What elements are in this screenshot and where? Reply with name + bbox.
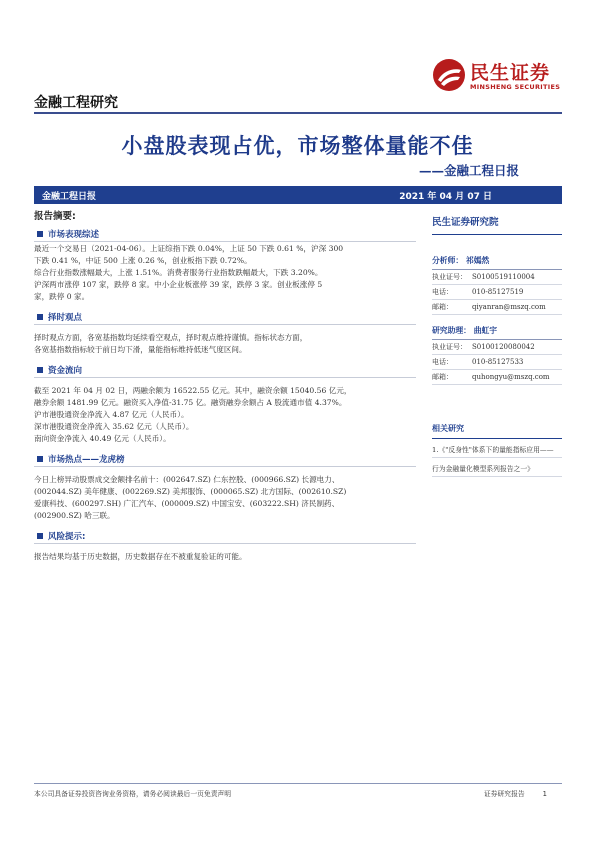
square-bullet-icon — [37, 314, 43, 320]
section-header — [34, 311, 416, 323]
row-key: 电话： — [432, 358, 453, 366]
abstract-heading: 报告摘要: — [34, 211, 76, 222]
footer-right — [484, 788, 547, 798]
row-value: 010-85127519 — [472, 288, 524, 296]
section-title: 市场表现综述 — [48, 230, 100, 240]
body-line: 爱康科技、(600297.SH) 广汇汽车、(000009.SZ) 中国宝安、(603222.SH) 济民制药、 — [34, 499, 340, 508]
square-bullet-icon — [37, 533, 43, 539]
footer-disclaimer: 本公司具备证券投资咨询业务资格，请务必阅读最后一页免责声明 — [34, 790, 232, 798]
body-line: 择时观点方面，各宽基指数均延续看空观点，择时观点维持谨慎。指标状态方面， — [34, 333, 308, 342]
section-body — [34, 474, 416, 522]
report-date: 2021 年 04 月 07 日 — [399, 192, 492, 202]
department-label: 金融工程研究 — [34, 95, 118, 111]
analyst-name: 分析师： 祁嫣然 — [432, 255, 562, 270]
analyst-email-link[interactable]: qiyanran@mszq.com — [472, 303, 546, 311]
section-fund-flow — [34, 364, 416, 445]
square-bullet-icon — [37, 367, 43, 373]
square-bullet-icon — [37, 231, 43, 237]
body-line: 综合行业指数涨幅最大，上涨 1.51%。消费者服务行业指数跌幅最大，下跌 3.20%。 — [34, 268, 323, 277]
section-body — [34, 385, 416, 445]
related-research-link[interactable]: 1.《"反身性"体系下的量能指标应用—— — [432, 443, 562, 458]
body-line: 截至 2021 年 04 月 02 日，两融余额为 16522.55 亿元。其中，融资余额 15040.56 亿元， — [34, 386, 352, 395]
row-key: 邮箱： — [432, 373, 453, 381]
body-line: 家，跌停 0 家。 — [34, 292, 90, 301]
report-title: 小盘股表现占优，市场整体量能不佳 — [121, 134, 474, 158]
body-line: (002044.SZ) 美年健康、(002269.SZ) 美邦服饰、(000065.SZ) 北方国际、(002610.SZ) — [34, 487, 347, 496]
report-subtitle: ——金融工程日报 — [418, 163, 519, 178]
section-title: 市场热点——龙虎榜 — [48, 455, 125, 465]
row-value: S0100120080042 — [472, 343, 535, 351]
section-title: 择时观点 — [48, 313, 83, 323]
section-body — [34, 551, 416, 563]
square-bullet-icon — [37, 456, 43, 462]
row-key: 执业证号： — [432, 273, 467, 281]
section-divider — [34, 241, 416, 242]
section-risk — [34, 530, 416, 563]
section-title: 风险提示: — [48, 532, 86, 542]
assistant-name: 研究助理： 曲虹宇 — [432, 325, 562, 340]
section-divider — [34, 543, 416, 544]
section-timing-view — [34, 311, 416, 356]
assistant-email-link[interactable]: quhongyu@mszq.com — [472, 373, 550, 381]
section-header — [34, 530, 416, 542]
footer-label: 证券研究报告 — [483, 790, 525, 798]
analyst-row — [432, 300, 562, 315]
body-line: 报告结果均基于历史数据，历史数据存在不被重复验证的可能。 — [34, 552, 247, 561]
body-line: 沪市港股通资金净流入 4.87 亿元（人民币）。 — [34, 410, 189, 419]
logo-english-text: MINSHENG SECURITIES — [470, 83, 561, 91]
body-line: 沪深两市涨停 107 家，跌停 8 家。中小企业板涨停 39 家，跌停 3 家。创业板涨停 5 — [34, 280, 323, 289]
body-line: 今日上榜异动股票成交金额排名前十：(002647.SZ) 仁东控股、(000966.SZ) 长源电力、 — [34, 475, 340, 484]
minsheng-logo-icon — [432, 58, 466, 92]
report-info-bar — [34, 186, 562, 204]
row-key: 执业证号： — [432, 343, 467, 351]
body-line: 深市港股通资金净流入 35.62 亿元（人民币）。 — [34, 422, 194, 431]
minsheng-logo — [432, 58, 572, 94]
body-line: (002900.SZ) 哈三联。 — [34, 511, 115, 520]
body-line: 下跌 0.41 %，中证 500 上涨 0.26 %，创业板指下跌 0.72%。 — [34, 256, 252, 265]
analyst-row — [432, 355, 562, 370]
section-body — [34, 332, 416, 356]
footer-rule — [34, 783, 562, 784]
section-header — [34, 364, 416, 376]
analyst-row — [432, 270, 562, 285]
analyst-row — [432, 370, 562, 385]
body-line: 融券余额 1481.99 亿元。融资买入净值-31.75 亿。融资融券余额占 A 股流通市值 4.37%。 — [34, 398, 347, 407]
body-line: 最近一个交易日（2021-04-06）。上证综指下跌 0.04%，上证 50 下跌 0.61 %，沪深 300 — [34, 244, 344, 253]
row-value: S0100519110004 — [472, 273, 535, 281]
page-number: 1 — [542, 790, 547, 798]
related-research-link-cont[interactable]: 行为金融量化模型系列报告之一》 — [432, 462, 562, 477]
section-divider — [34, 324, 416, 325]
header-rule — [34, 112, 562, 114]
row-value: 010-85127533 — [472, 358, 524, 366]
section-market-review — [34, 228, 416, 303]
related-research-heading: 相关研究 — [432, 423, 562, 439]
analyst-row — [432, 285, 562, 300]
section-header — [34, 228, 416, 240]
row-key: 邮箱： — [432, 303, 453, 311]
sidebar — [432, 214, 562, 477]
abstract-column — [34, 208, 416, 571]
body-line: 各宽基指数指标较于前日均下滑，量能指标维持低迷气度区间。 — [34, 345, 247, 354]
section-divider — [34, 377, 416, 378]
row-key: 电话： — [432, 288, 453, 296]
section-header — [34, 453, 416, 465]
section-body — [34, 243, 416, 303]
analyst-row — [432, 340, 562, 355]
logo-chinese-text: 民生证券 — [470, 62, 551, 84]
institute-name: 民生证券研究院 — [432, 214, 562, 235]
section-title: 资金流向 — [48, 366, 83, 376]
report-type-label: 金融工程日报 — [42, 192, 97, 202]
body-line: 南向资金净流入 40.49 亿元（人民币）。 — [34, 434, 171, 443]
section-divider — [34, 466, 416, 467]
section-hot-spots — [34, 453, 416, 522]
